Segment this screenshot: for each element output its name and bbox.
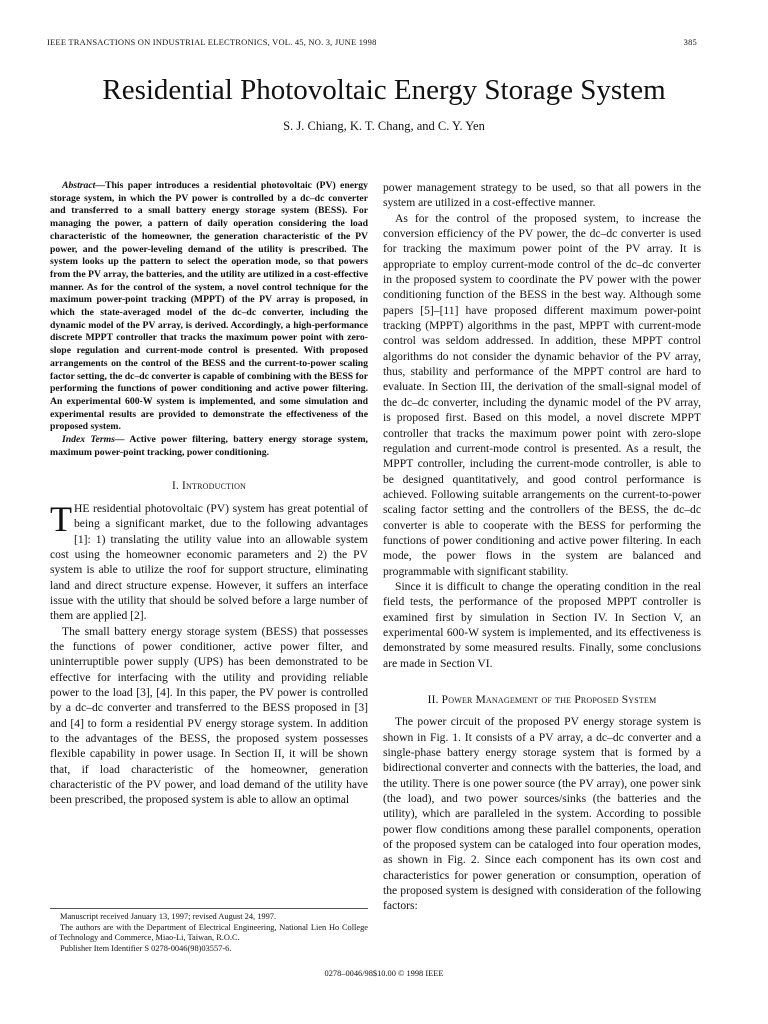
section-heading-introduction: I. Introduction	[171, 480, 247, 493]
footnotes	[50, 908, 368, 954]
footnote-identifier: Publisher Item Identifier S 0278-0046(98)03557-6.	[60, 943, 232, 953]
author-list: S. J. Chiang, K. T. Chang, and C. Y. Yen	[283, 119, 485, 133]
page-number: 385	[683, 37, 697, 47]
section2-paragraph-1: The power circuit of the proposed PV energy storage system is shown in Fig. 1. It consists of a PV array, a dc–dc converter and a single-phase battery energy storage system that is formed by a bidirectional converter and connects with the batteries, the load, and the utility. There is one power source (the PV array), one power sink (the load), and two power sources/sinks (the batteries and the utility), which are paralleled in the system. According to possible power flow conditions among these parallel components, operation of the proposed system can be cataloged into four operation modes, as shown in Fig. 2. Since each component has its own cost and characteristics for power generation or consumption, operation of the proposed system is designed with consideration of the following factors:	[383, 715, 701, 913]
intro-paragraph-2: The small battery energy storage system (BESS) that possesses the functions of power conditioner, active power filter, and uninterruptible power supply (UPS) has been demonstrated to be effective for interfacing with the utility and providing reliable power to the load [3], [4]. In this paper, the PV power is controlled by a dc–dc converter and transferred to the BESS proposed in [3] and [4] to form a residential PV energy storage system. In addition to the advantages of the BESS, the proposed system possesses flexible capability in power usage. In Section II, it will be shown that, if load characteristic of the homeowner, generation characteristic of the PV power, and load demand of the utility have been prescribed, the proposed system is able to allow an optimal	[50, 624, 368, 807]
intro-paragraph-2-continued: power management strategy to be used, so that all powers in the system are utilized in a cost-effective manner.	[383, 181, 701, 210]
left-column	[50, 180, 368, 808]
abstract-text: This paper introduces a residential photovoltaic (PV) energy storage system, in which the PV power is controlled by a dc–dc converter and transferred to a small battery energy storage system (BESS). For managing the power, a pattern of daily operation considering the load characteristic of the homeowner, the generation characteristic of the PV power, and the power-leveling demand of the utility is prescribed. The system looks up the pattern to select the operation mode, so that powers from the PV array, the batteries, and the utility are utilized in a cost-effective manner. As for the control of the system, a novel control technique for the maximum power-point tracking (MPPT) of the PV array is proposed, in which the state-averaged model of the dc–dc converter, including the dynamic model of the PV array, is derived. Accordingly, a high-performance discrete MPPT controller that tracks the maximum power point with zero-slope regulation and current-mode control is presented. With proposed arrangements on the control of the BESS and the current-to-power scaling factor setting, the dc–dc converter is capable of combining with the BESS for performing the functions of power conditioning and active power filtering. An experimental 600-W system is implemented, and some simulation and experimental results are provided to demonstrate the effectiveness of the proposed system.	[50, 180, 368, 433]
journal-name: IEEE TRANSACTIONS ON INDUSTRIAL ELECTRONICS, VOL. 45, NO. 3, JUNE 1998	[47, 37, 377, 47]
intro-paragraph-4: Since it is difficult to change the operating condition in the real field tests, the performance of the proposed MPPT controller is examined first by simulation in Section IV. In Section V, an experimental 600-W system is implemented, and its effectiveness is demonstrated by some measured results. Finally, some conclusions are made in Section VI.	[383, 579, 701, 670]
intro-paragraph-1-text: HE residential photovoltaic (PV) system has great potential of being a significant market, due to the following advantages [1]: 1) translating the utility value into an allowable system cost using the homeowner economic parameters and 2) the PV system is able to utilize the roof for support structure, eliminating land and direct structure expense. However, it suffers an interface issue with the utility that should be solved before a large number of them are applied [2].	[50, 501, 368, 623]
index-terms	[50, 434, 368, 459]
intro-paragraph-1	[50, 498, 368, 624]
abstract	[50, 180, 368, 434]
section-heading-power-management: II. Power Management of the Proposed System	[427, 694, 657, 706]
index-terms-text: Active power filtering, battery energy storage system, maximum power-point tracking, power conditioning.	[50, 434, 368, 458]
intro-paragraph-3: As for the control of the proposed system, to increase the conversion efficiency of the PV power, the dc–dc converter is used for tracking the maximum power point of the PV array. It is appropriate to employ current-mode control of the dc–dc converter in the proposed system to coordinate the PV power with the power conditioning function of the BESS in the best way. Although some papers [5]–[11] have proposed different maximum power-point tracking (MPPT) algorithms in the past, MPPT with current-mode control was seldom addressed. In addition, these MPPT control algorithms do not consider the dynamic behavior of the PV array, thus, stability and performance of the MPPT control are hard to evaluate. In Section III, the derivation of the small-signal model of the dc–dc converter, including the dynamic model of the PV array, is proposed first. Based on this model, a novel discrete MPPT controller that tracks the maximum power point with zero-slope regulation and current-mode control is presented. As a result, the MPPT controller, including the current-mode controller, is able to be designed quantitatively, and good control performance is achieved. Following suitable arrangements on the current-to-power scaling factor setting and the controllers of the BESS, the dc–dc converter is able to cooperate with the BESS for performing the functions of power conditioning and active power filtering. In each mode, the power flows in the system are balanced and programmable with significant stability.	[383, 211, 701, 578]
copyright-footer: 0278–0046/98$10.00 © 1998 IEEE	[324, 969, 444, 978]
drop-cap: T	[50, 498, 72, 539]
running-header	[47, 37, 697, 47]
abstract-label: Abstract—	[62, 180, 106, 191]
index-terms-label: Index Terms—	[62, 434, 125, 446]
footnote-received: Manuscript received January 13, 1997; revised August 24, 1997.	[60, 912, 277, 921]
paper-title: Residential Photovoltaic Energy Storage System	[102, 74, 666, 106]
right-column	[383, 180, 701, 914]
footnote-affiliation: The authors are with the Department of Electrical Engineering, National Lien Ho College of Technology and Commerce, Miao-Li, Taiwan, R.O.C.	[50, 922, 368, 943]
